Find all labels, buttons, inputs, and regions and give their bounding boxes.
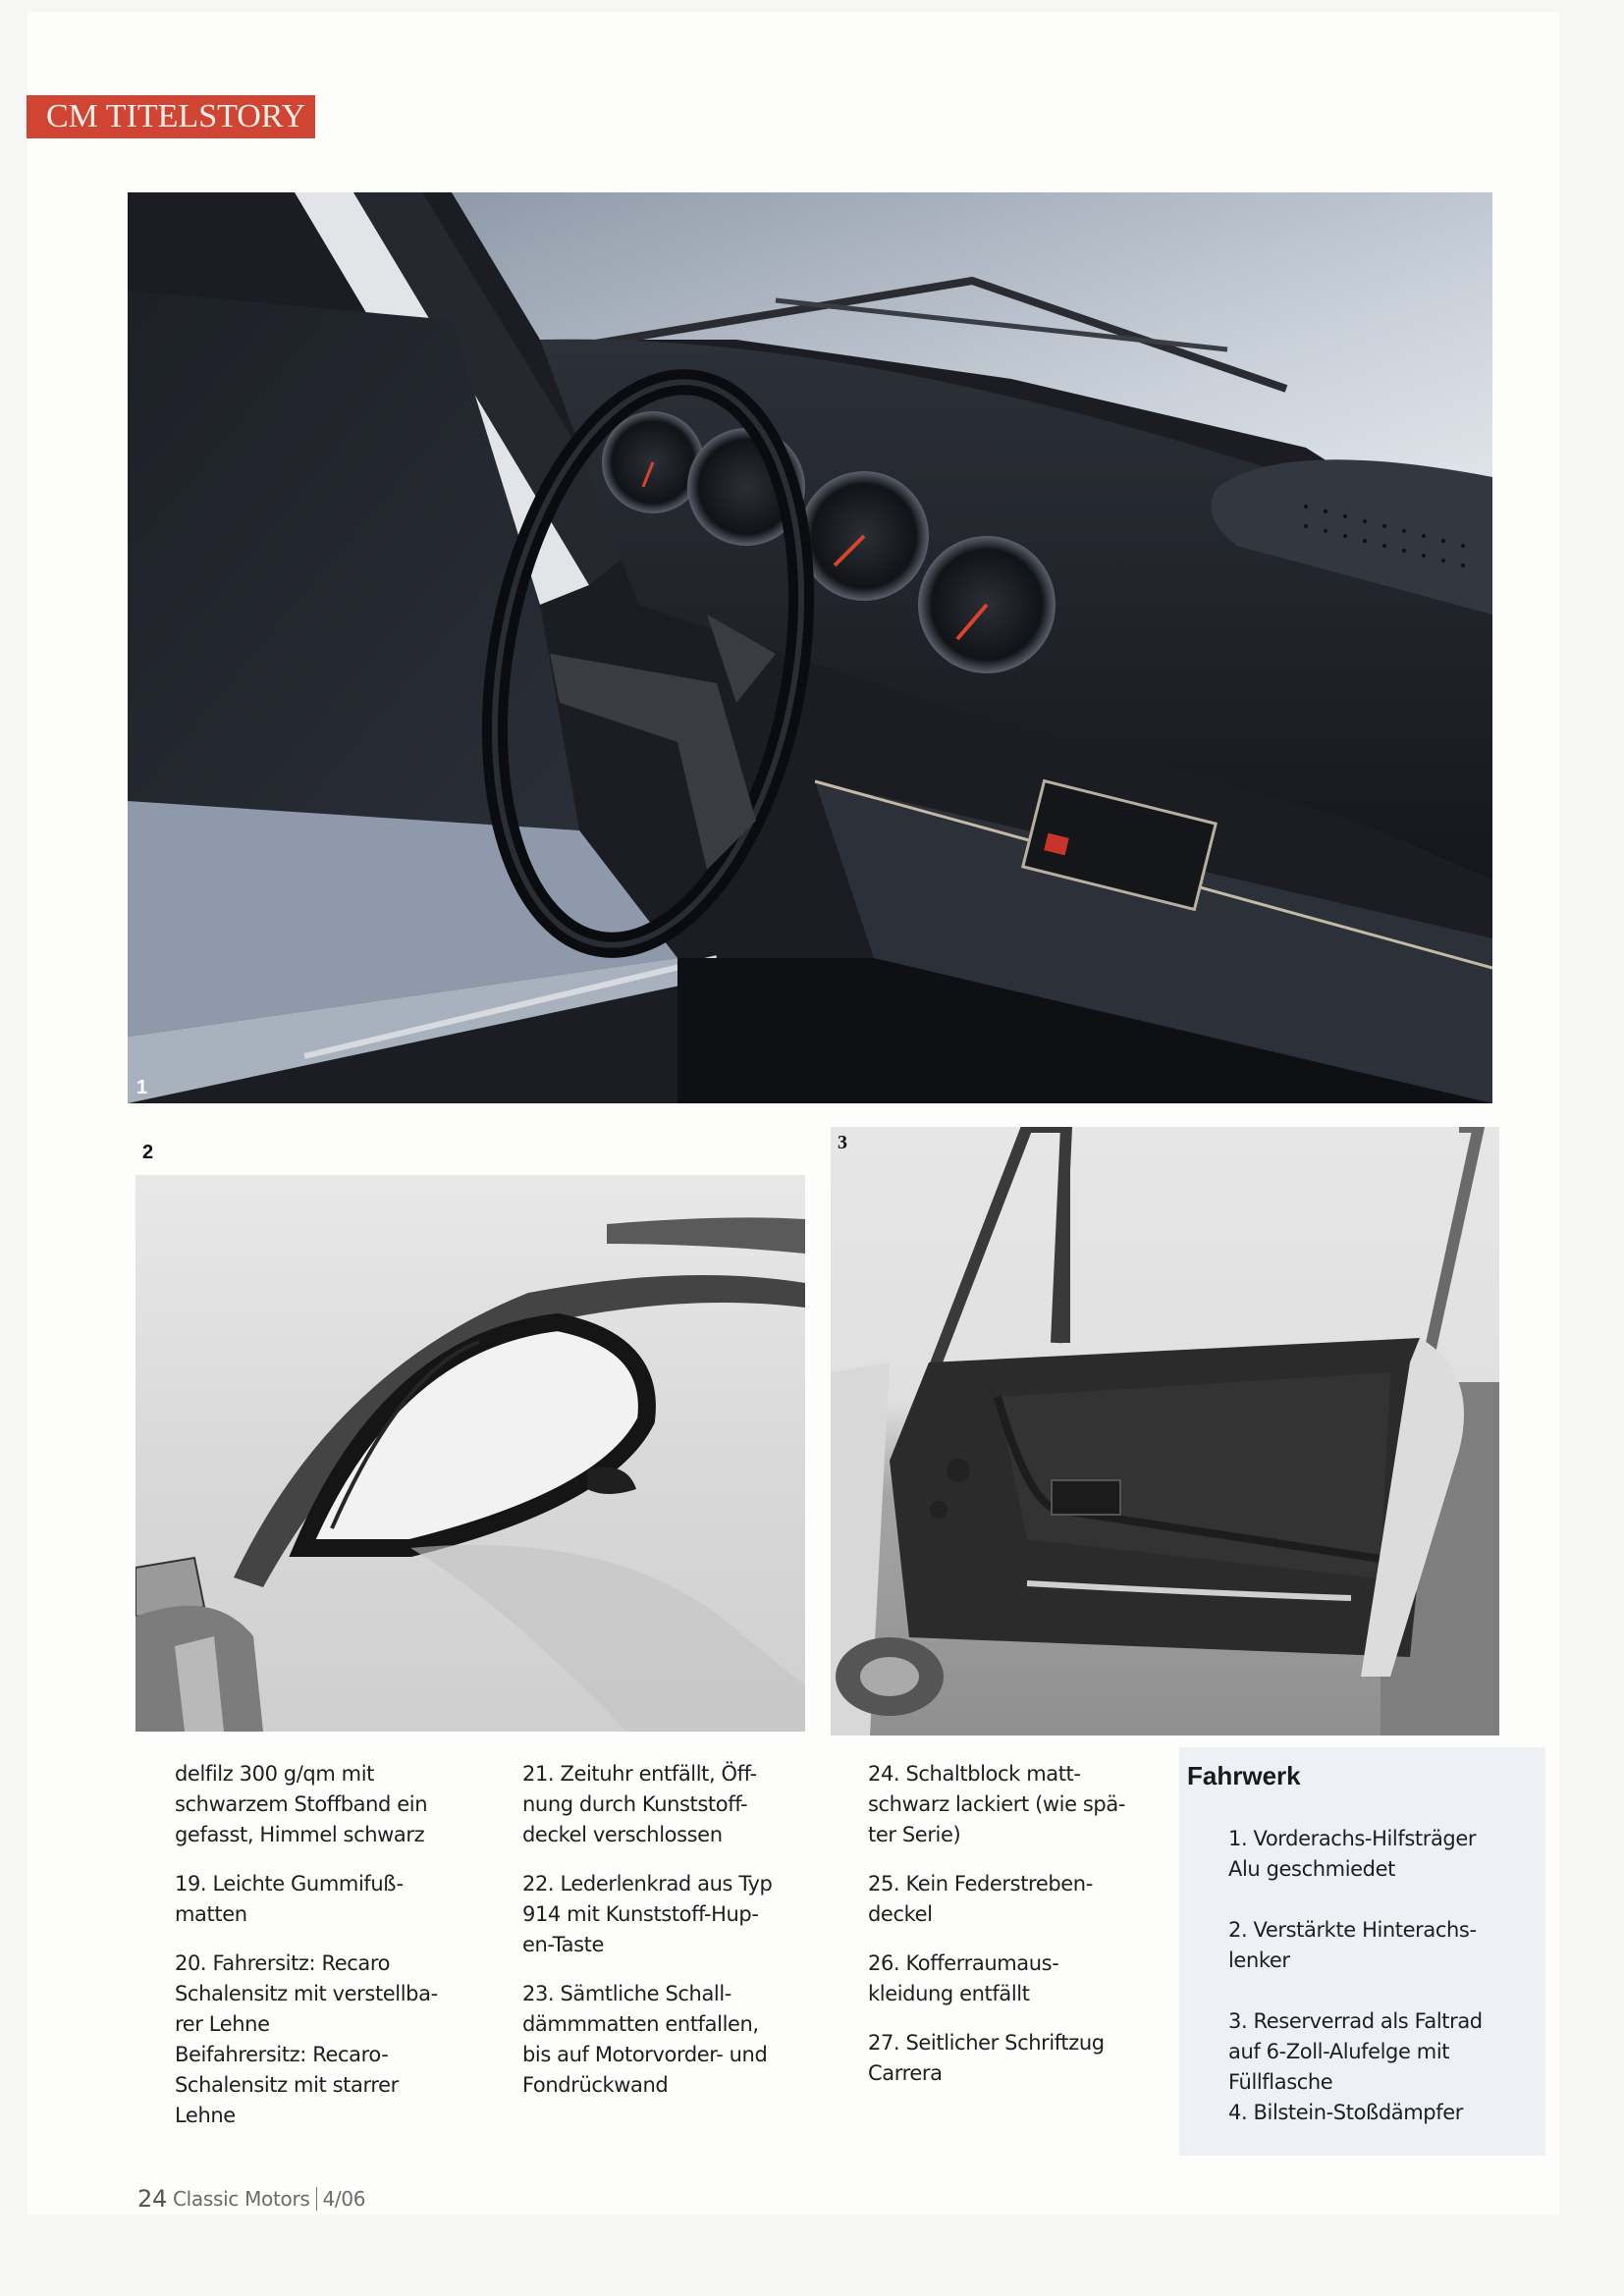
box-list (1228, 1824, 1543, 2159)
list-item: 19. Leichte Gummifuß- matten (175, 1872, 404, 1926)
list-item: 20. Fahrersitz: Recaro Schalensitz mit verstellba- rer Lehne Beifahrersitz: Recaro- Schalensitz mit starrer Lehne (175, 1951, 438, 2127)
list-item: 1. Vorderachs-Hilfsträger Alu geschmiedet (1228, 1827, 1477, 1881)
list-item: 22. Lederlenkrad aus Typ 914 mit Kunststoff-Hup- en-Taste (522, 1872, 773, 1956)
fahrwerk-box (1179, 1747, 1545, 2156)
issue-number: 4/06 (322, 2187, 366, 2211)
door-panel-illustration (831, 1127, 1499, 1735)
page-number: 24 (137, 2185, 167, 2213)
photo-door-panel (831, 1127, 1499, 1735)
list-item: 26. Kofferraumaus- kleidung entfällt (868, 1951, 1059, 2005)
figure-number-2: 2 (142, 1142, 154, 1163)
footer-divider (316, 2187, 317, 2211)
photo-dashboard (128, 192, 1492, 1103)
list-item: 24. Schaltblock matt- schwarz lackiert (wie spä- ter Serie) (868, 1762, 1125, 1846)
text-column-3 (868, 1759, 1182, 2108)
list-item: 2. Verstärkte Hinterachs- lenker (1228, 1918, 1477, 1972)
rear-window-illustration (135, 1175, 805, 1732)
list-item: 3. Reserverrad als Faltrad auf 6-Zoll-Alufelge mit Füllflasche (1228, 2009, 1483, 2094)
list-item: 25. Kein Federstreben- deckel (868, 1872, 1093, 1926)
list-item: delfilz 300 g/qm mit schwarzem Stoffband ein gefasst, Himmel schwarz (175, 1762, 428, 1846)
list-item: 21. Zeituhr entfällt, Öff- nung durch Kunststoff- deckel verschlossen (522, 1762, 757, 1846)
text-column-2 (522, 1759, 846, 2119)
figure-number-3: 3 (838, 1132, 847, 1153)
list-item: 4. Bilstein-Stoßdämpfer (1228, 2101, 1463, 2124)
section-label: CM TITELSTORY (46, 98, 306, 134)
photo-rear-window (135, 1175, 805, 1732)
list-item: 27. Seitlicher Schriftzug Carrera (868, 2031, 1105, 2085)
section-header-band (27, 95, 315, 138)
figure-number-1: 1 (136, 1077, 148, 1098)
dashboard-illustration (128, 192, 1492, 1103)
text-column-1 (175, 1759, 499, 2150)
page-footer (137, 2185, 365, 2213)
list-item: 23. Sämtliche Schall- dämmmatten entfallen, bis auf Motorvorder- und Fondrückwand (522, 1982, 768, 2097)
box-title: Fahrwerk (1187, 1761, 1301, 1790)
magazine-name: Classic Motors (172, 2187, 310, 2211)
